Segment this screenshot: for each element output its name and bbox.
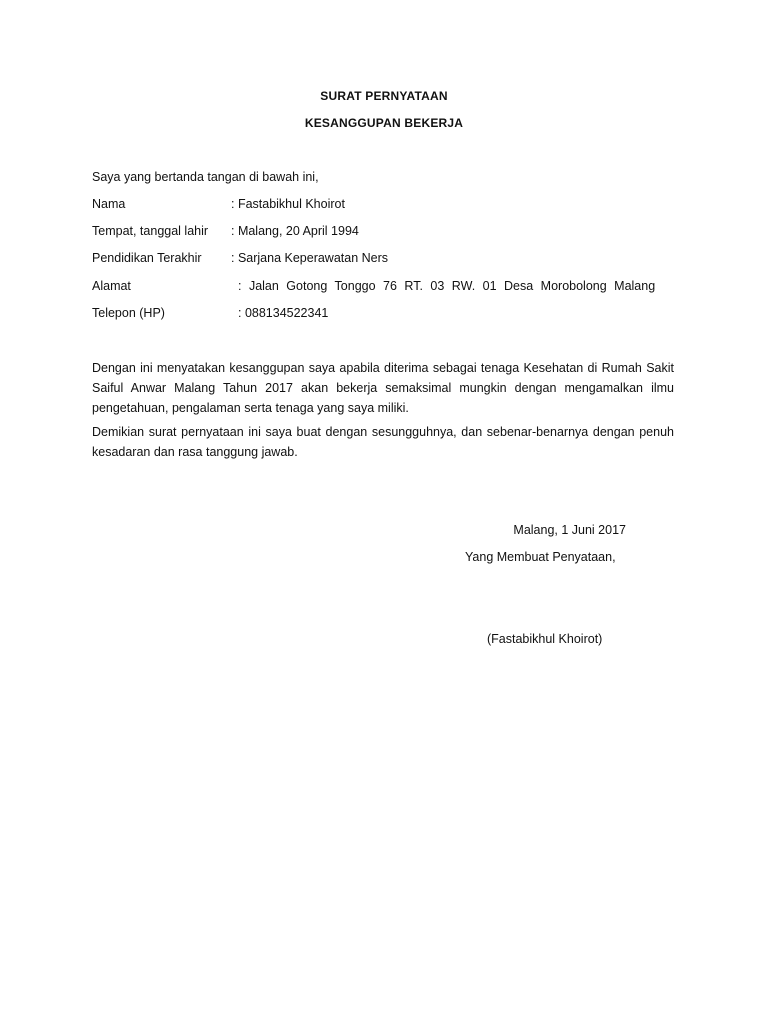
statement-paragraph: Dengan ini menyatakan kesanggupan saya apabila diterima sebagai tenaga Kesehatan di Rumah Sakit Saiful Anwar Malang Tahun 2017 akan bekerja semaksimal mungkin dengan mengamalkan ilmu pengetahuan, pengalaman serta tenaga yang saya miliki. [92, 361, 674, 415]
field-label: Telepon (HP) [92, 306, 165, 320]
document-subtitle: KESANGGUPAN BEKERJA [304, 116, 464, 130]
field-alamat [92, 279, 672, 297]
field-tempat-tanggal-lahir [92, 224, 672, 242]
closing-paragraph: Demikian surat pernyataan ini saya buat dengan sesungguhnya, dan sebenar-benarnya dengan penuh kesadaran dan rasa tanggung jawab. [92, 425, 674, 459]
field-label: Alamat [92, 279, 131, 293]
document-title: SURAT PERNYATAAN [320, 89, 448, 103]
field-label: Nama [92, 197, 126, 211]
field-value: : Sarjana Keperawatan Ners [231, 251, 389, 265]
field-nama [92, 197, 672, 215]
field-value: : Jalan Gotong Tonggo 76 RT. 03 RW. 01 Desa Morobolong Malang [238, 279, 656, 293]
field-value: : 088134522341 [238, 306, 329, 320]
field-value: : Malang, 20 April 1994 [231, 224, 359, 238]
place-date: Malang, 1 Juni 2017 [513, 523, 626, 537]
field-telepon [92, 306, 672, 324]
signer-title: Yang Membuat Penyataan, [465, 550, 616, 564]
signer-name: (Fastabikhul Khoirot) [487, 632, 603, 646]
intro-text: Saya yang bertanda tangan di bawah ini, [92, 170, 319, 184]
field-label: Pendidikan Terakhir [92, 251, 202, 265]
field-value: : Fastabikhul Khoirot [231, 197, 345, 211]
field-pendidikan-terakhir [92, 251, 672, 269]
field-label: Tempat, tanggal lahir [92, 224, 209, 238]
